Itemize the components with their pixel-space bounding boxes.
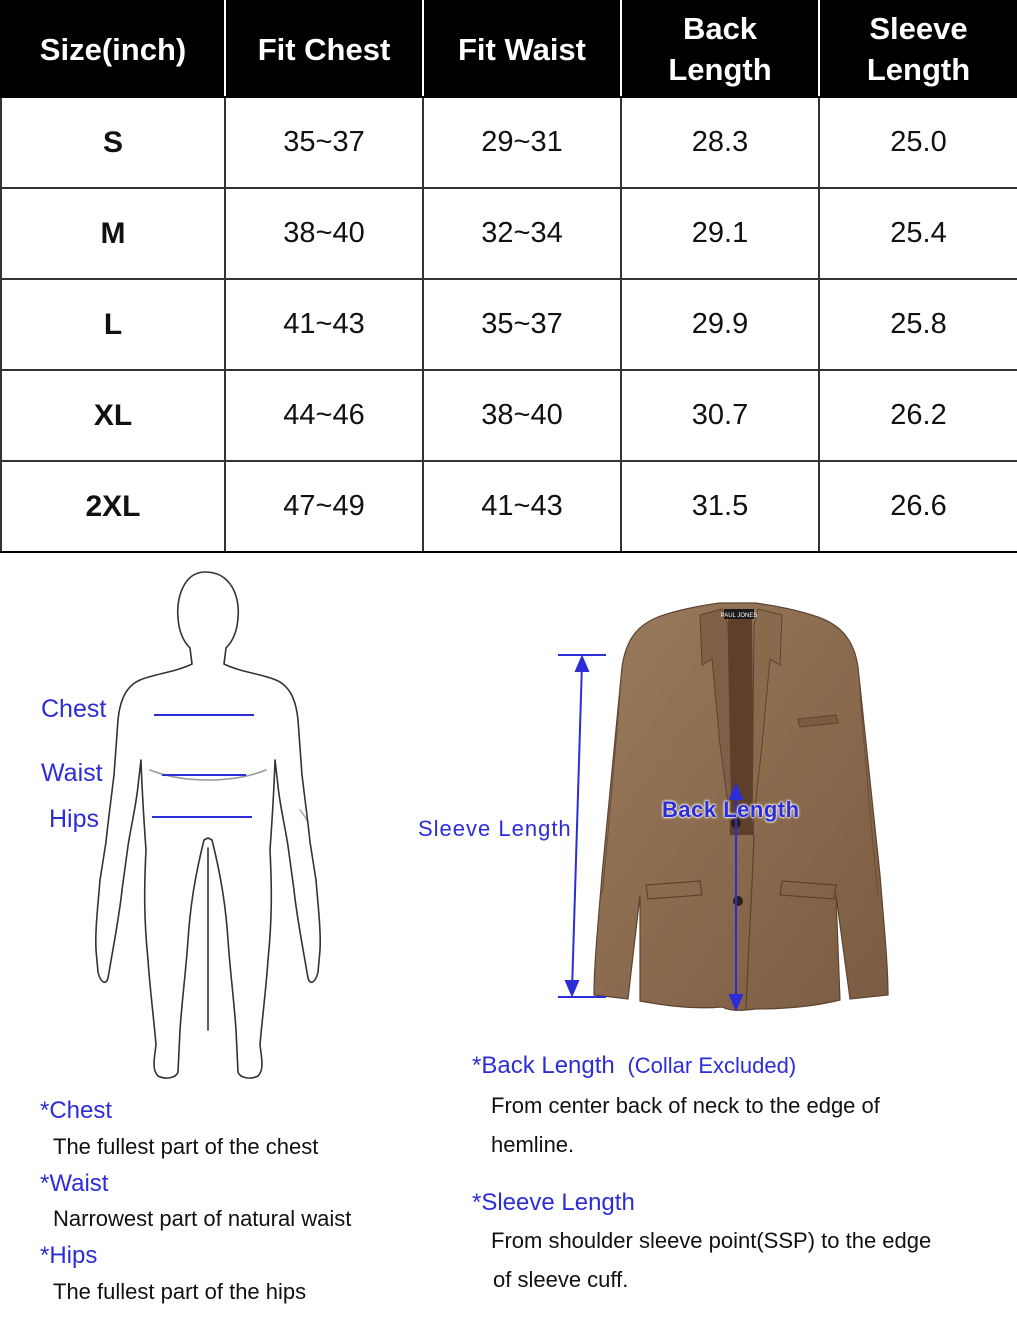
size-cell: 2XL [1, 461, 225, 552]
header-fit-chest: Fit Chest [225, 1, 423, 97]
hips-label: Hips [49, 805, 100, 833]
back-length-definition-text-2: hemline. [491, 1132, 575, 1157]
back-length-cell: 29.1 [621, 188, 819, 279]
sleeve-length-cell: 26.2 [819, 370, 1017, 461]
collar-excluded-note: (Collar Excluded) [627, 1053, 797, 1078]
chest-definition-title: *Chest [40, 1097, 113, 1124]
header-sleeve-length: Sleeve Length [819, 1, 1017, 97]
back-length-cell: 31.5 [621, 461, 819, 552]
size-cell: XL [1, 370, 225, 461]
sleeve-length-cell: 26.6 [819, 461, 1017, 552]
sleeve-length-cell: 25.0 [819, 97, 1017, 188]
waist-definition-text: Narrowest part of natural waist [53, 1206, 352, 1231]
back-length-label: Back Length [662, 797, 800, 822]
sleeve-length-definition-text-1: From shoulder sleeve point(SSP) to the edge [491, 1228, 932, 1253]
back-length-cell: 28.3 [621, 97, 819, 188]
waist-definition-title: *Waist [40, 1170, 109, 1197]
back-length-definition-text-1: From center back of neck to the edge of [491, 1093, 880, 1118]
waist-cell: 41~43 [423, 461, 621, 552]
size-cell: S [1, 97, 225, 188]
sleeve-length-definition-text-2: of sleeve cuff. [493, 1267, 629, 1292]
chest-label: Chest [41, 695, 107, 723]
waist-label: Waist [41, 759, 103, 787]
size-cell: M [1, 188, 225, 279]
sleeve-length-definition-title: *Sleeve Length [472, 1189, 635, 1216]
chest-cell: 47~49 [225, 461, 423, 552]
table-row [1, 97, 1017, 188]
size-cell: L [1, 279, 225, 370]
hips-definition-title: *Hips [40, 1242, 98, 1269]
sleeve-length-label: Sleeve Length [418, 816, 572, 841]
chest-cell: 35~37 [225, 97, 423, 188]
header-back-length: Back Length [621, 1, 819, 97]
jacket-tag-text: PAUL JONES [720, 613, 758, 619]
body-measurement-figure [0, 560, 340, 1100]
header-size: Size(inch) [1, 1, 225, 97]
back-length-definition-heading: *Back Length [472, 1052, 615, 1079]
header-fit-waist: Fit Waist [423, 1, 621, 97]
waist-cell: 29~31 [423, 97, 621, 188]
sleeve-length-cell: 25.8 [819, 279, 1017, 370]
back-length-cell: 29.9 [621, 279, 819, 370]
waist-cell: 32~34 [423, 188, 621, 279]
back-length-cell: 30.7 [621, 370, 819, 461]
chest-definition-text: The fullest part of the chest [53, 1134, 319, 1159]
waist-cell: 35~37 [423, 279, 621, 370]
table-header-row [1, 1, 1017, 97]
chest-cell: 41~43 [225, 279, 423, 370]
table-row [1, 279, 1017, 370]
back-length-definition-title [472, 1052, 796, 1080]
table-row [1, 188, 1017, 279]
chest-cell: 44~46 [225, 370, 423, 461]
hips-definition-text: The fullest part of the hips [53, 1279, 307, 1304]
table-row [1, 370, 1017, 461]
table-row [1, 461, 1017, 552]
jacket-measurement-figure [410, 595, 1010, 1025]
chest-cell: 38~40 [225, 188, 423, 279]
sleeve-length-cell: 25.4 [819, 188, 1017, 279]
waist-cell: 38~40 [423, 370, 621, 461]
size-chart-table [0, 0, 1017, 553]
